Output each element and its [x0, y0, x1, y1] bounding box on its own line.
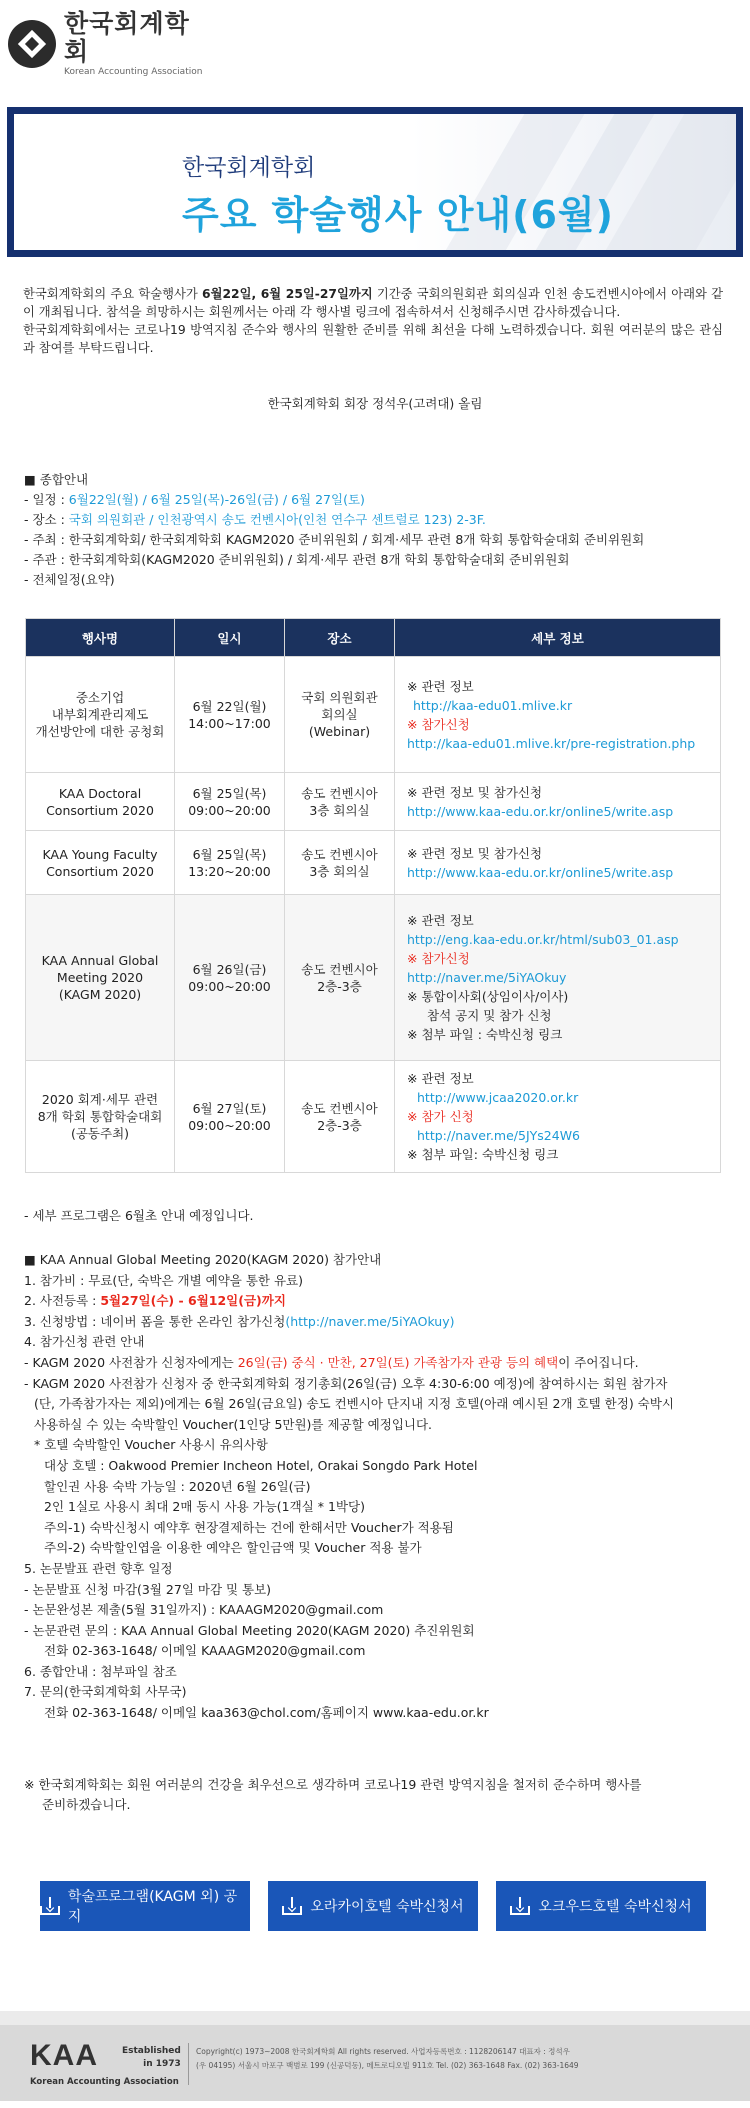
table-row: KAA Young Faculty Consortium 2020 6월 25일(목) 13:20~20:00 송도 컨벤시아 3층 회의실 ※ 관련 정보 및 참가신청 http://www.kaa-edu.or.kr/online5/write.asp — [26, 831, 721, 895]
oakwood-hotel-form-button[interactable]: 오크우드호텔 숙박신청서 — [496, 1881, 706, 1931]
logo[interactable] — [8, 9, 208, 77]
link-registration[interactable]: http://www.kaa-edu.or.kr/online5/write.asp — [407, 864, 674, 880]
link-registration[interactable]: http://kaa-edu01.mlive.kr/pre-registration.php — [407, 735, 696, 751]
summary-section: ■ 종합안내 - 일정 : 6월22일(월) / 6월 25일(목)-26일(금) / 6월 27일(토) - 장소 : 국회 의원회관 / 인천광역시 송도 컨벤시아(인천 연수구 센트럴로 123) 2-3F. - 주최 : 한국회계학회/ 한국회계학회 KAGM2020 준비위원회 / 회계·세무 관련 8개 학회 통합학술대회 준비위원회 - 주관 : 한국회계학회(KAGM2020 준비위원회) / 회계·세무 관련 8개 학회 통합학술대회 준비위원회 - 전체일정(요약) — [24, 470, 644, 590]
footer-established: Established in 1973 — [122, 2046, 181, 2069]
table-row: 중소기업 내부회계관리제도 개선방안에 대한 공청회 6월 22일(월) 14:00~17:00 국회 의원회관 회의실 (Webinar) ※ 관련 정보 http://kaa-edu01.mlive.kr ※ 참가신청 http://kaa-edu01.mlive.kr/pre-registration.php — [26, 657, 721, 773]
table-header: 일시 — [175, 619, 285, 657]
table-row: 2020 회계·세무 관련 8개 학회 통합학술대회 (공동주최) 6월 27일(토) 09:00~20:00 송도 컨벤시아 2층-3층 ※ 관련 정보 http://www.jcaa2020.or.kr ※ 참가 신청 http://naver.me/5JYs24W6 ※ 첨부 파일: 숙박신청 링크 — [26, 1061, 721, 1173]
link-related-info[interactable]: http://www.jcaa2020.or.kr — [417, 1090, 579, 1105]
table-header: 세부 정보 — [395, 619, 721, 657]
banner — [7, 107, 743, 257]
kagm-heading: ■ KAA Annual Global Meeting 2020(KAGM 2020) 참가안내 — [24, 1252, 382, 1267]
summary-place: 국회 의원회관 / 인천광역시 송도 컨벤시아(인천 연수구 센트럴로 123) 2-3F. — [68, 512, 486, 527]
summary-heading: ■ 종합안내 — [24, 472, 89, 487]
download-icon — [282, 1897, 302, 1915]
kagm-form-link[interactable]: (http://naver.me/5iYAOkuy) — [285, 1313, 455, 1329]
orakai-hotel-form-button[interactable]: 오라카이호텔 숙박신청서 — [268, 1881, 478, 1931]
footer: KAA Korean Accounting Association Established in 1973 Copyright(c) 1973~2008 한국회계학회 All rights reserved. 사업자등록번호 : 1128206147 대표자 : 정석우 (우 04195) 서울시 마포구 백범로 199 (신공덕동), 메트로디오빌 911호 Tel. (02) 363-1648 Fax. (02) 363-1649 — [0, 2011, 750, 2101]
table-header: 장소 — [285, 619, 395, 657]
link-registration[interactable]: http://naver.me/5JYs24W6 — [417, 1128, 581, 1143]
summary-schedule: 6월22일(월) / 6월 25일(목)-26일(금) / 6월 27일(토) — [68, 492, 365, 507]
link-registration[interactable]: http://www.kaa-edu.or.kr/online5/write.asp — [407, 803, 674, 819]
download-icon — [40, 1897, 60, 1915]
logo-mark-icon — [8, 20, 56, 68]
summary-overall: - 전체일정(요약) — [24, 572, 115, 587]
kagm-section: ■ KAA Annual Global Meeting 2020(KAGM 2020) 참가안내 1. 참가비 : 무료(단, 숙박은 개별 예약을 통한 유료) 2. 사전등록 : 5월27일(수) - 6월12일(금)까지 3. 신청방법 : 네이버 폼을 통한 온라인 참가신청(http://naver.me/5iYAOkuy) 4. 참가신청 관련 안내 - KAGM 2020 사전참가 신청자에게는 26일(금) 중식 · 만찬, 27일(토) 가족참가자 관광 등의 혜택이 주어집니다. - KAGM 2020 사전참가 신청자 중 한국회계학회 정기총회(26일(금) 오후 4:30-6:00 예정)에 참여하시는 회원 참가자 (단, 가족참가자는 제외)에게는 6월 26일(금요일) 송도 컨벤시아 단지내 지정 호텔(아래 예시된 2개 호텔 한정) 숙박시 사용하실 수 있는 숙박할인 Voucher(1인당 5만원)를 제공할 예정입니다. * 호텔 숙박할인 Voucher 사용시 유의사항 대상 호텔 : Oakwood Premier Incheon Hotel, Orakai Songdo Park Hotel 할인권 사용 숙박 가능일 : 2020년 6월 26일(금) 2인 1실로 사용시 최대 2매 동시 사용 가능(1객실 * 1박당) 주의-1) 숙박신청시 예약후 현장결제하는 건에 한해서만 Voucher가 적용됨 주의-2) 숙박할인엽을 이용한 예약은 할인금액 및 Voucher 적용 불가 5. 논문발표 관련 향후 일정 - 논문발표 신청 마감(3월 27일 마감 및 통보) - 논문완성본 제출(5월 31일까지) : KAAAGM2020@gmail.com - 논문관련 문의 : KAA Annual Global Meeting 2020(KAGM 2020) 추진위원회 전화 02-363-1648/ 이메일 KAAAGM2020@gmail.com 6. 종합안내 : 첨부파일 참조 7. 문의(한국회계학회 사무국) 전화 02-363-1648/ 이메일 kaa363@chol.com/홈페이지 www.kaa-edu.or.kr — [24, 1252, 674, 1721]
intro-text: 한국회계학회의 주요 학술행사가 6월22일, 6월 25일-27일까지 기간중 국회의원회관 회의실과 인천 송도컨벤시아에서 아래와 같이 개최됩니다. 참석을 희망하시는 회원께서는 아래 각 행사별 링크에 접속하셔서 신청해주시면 감사하겠습니다. 한국회계학회에서는 코로나19 방역지침 준수와 행사의 원활한 준비를 위해 최선을 다해 노력하겠습니다. 회원 여러분의 많은 관심과 참여를 부탁드립니다. — [23, 287, 723, 355]
link-related-info[interactable]: http://kaa-edu01.mlive.kr — [413, 697, 573, 713]
link-related-info[interactable]: http://eng.kaa-edu.or.kr/html/sub03_01.asp — [407, 932, 679, 947]
program-notice-button[interactable]: 학술프로그램(KAGM 외) 공지 — [40, 1881, 250, 1931]
signature: 한국회계학회 회장 정석우(고려대) 올림 — [267, 396, 483, 411]
logo-english: Korean Accounting Association — [64, 67, 203, 77]
footer-logo: KAA — [30, 2039, 98, 2072]
table-header: 행사명 — [26, 619, 175, 657]
logo-korean: 한국회계학회 — [64, 9, 190, 66]
table-row: KAA Doctoral Consortium 2020 6월 25일(목) 09:00~20:00 송도 컨벤시아 3층 회의실 ※ 관련 정보 및 참가신청 http://www.kaa-edu.or.kr/online5/write.asp — [26, 773, 721, 831]
summary-organizer: - 주관 : 한국회계학회(KAGM2020 준비위원회) / 회계·세무 관련 8개 학회 통합학술대회 준비위원회 — [24, 552, 570, 567]
program-note: - 세부 프로그램은 6월초 안내 예정입니다. — [24, 1208, 254, 1223]
banner-title: 주요 학술행사 안내(6월) — [182, 193, 615, 237]
banner-subtitle: 한국회계학회 — [182, 155, 316, 181]
closing-note: ※ 한국회계학회는 회원 여러분의 건강을 최우선으로 생각하며 코로나19 관련 방역지침을 철저히 준수하며 행사를 준비하겠습니다. — [24, 1777, 642, 1812]
link-registration[interactable]: http://naver.me/5iYAOkuy — [407, 970, 567, 985]
table-row: KAA Annual Global Meeting 2020 (KAGM 2020) 6월 26일(금) 09:00~20:00 송도 컨벤시아 2층-3층 ※ 관련 정보 http://eng.kaa-edu.or.kr/html/sub03_01.asp ※ 참가신청 http://naver.me/5iYAOkuy ※ 통합이사회(상임이사/이사) 참석 공지 및 참가 신청 ※ 첨부 파일 : 숙박신청 링크 — [26, 895, 721, 1061]
download-icon — [510, 1897, 530, 1915]
schedule-table — [25, 618, 721, 1173]
summary-host: - 주최 : 한국회계학회/ 한국회계학회 KAGM2020 준비위원회 / 회계·세무 관련 8개 학회 통합학술대회 준비위원회 — [24, 532, 645, 547]
footer-info: Copyright(c) 1973~2008 한국회계학회 All rights reserved. 사업자등록번호 : 1128206147 대표자 : 정석우 (우 04195) 서울시 마포구 백범로 199 (신공덕동), 메트로디오빌 911호 Tel. (02) 363-1648 Fax. (02) 363-1649 — [196, 2047, 579, 2070]
